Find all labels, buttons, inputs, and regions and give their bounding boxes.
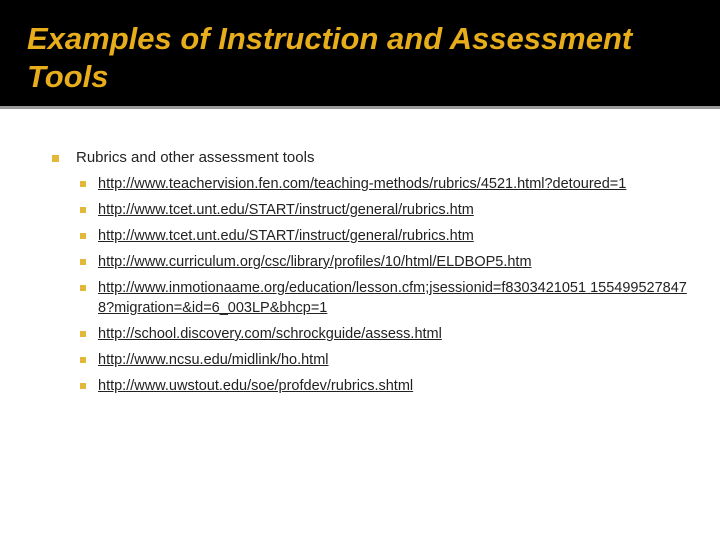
link-list — [50, 174, 700, 396]
link-tcet-1[interactable]: http://www.tcet.unt.edu/START/instruct/general/rubrics.htm — [98, 202, 474, 218]
link-ncsu[interactable]: http://www.ncsu.edu/midlink/ho.html — [98, 352, 329, 368]
square-bullet-icon — [80, 259, 86, 265]
link-curriculum[interactable]: http://www.curriculum.org/csc/library/profiles/10/html/ELDBOP5.htm — [98, 254, 532, 270]
square-bullet-icon — [80, 181, 86, 187]
square-bullet-icon — [80, 383, 86, 389]
main-bullet-text: Rubrics and other assessment tools — [76, 149, 315, 166]
link-tcet-2[interactable]: http://www.tcet.unt.edu/START/instruct/general/rubrics.htm — [98, 228, 474, 244]
square-bullet-icon — [80, 357, 86, 363]
square-bullet-icon — [80, 233, 86, 239]
square-bullet-icon — [80, 285, 86, 291]
slide-content — [50, 148, 700, 402]
list-item — [50, 278, 700, 318]
list-item — [50, 252, 700, 272]
list-item — [50, 200, 700, 220]
square-bullet-icon — [80, 207, 86, 213]
link-teachervision[interactable]: http://www.teachervision.fen.com/teaching-methods/rubrics/4521.html?detoured=1 — [98, 176, 627, 192]
list-item — [50, 226, 700, 246]
slide-title: Examples of Instruction and Assessment Tools — [27, 21, 633, 94]
square-bullet-icon — [52, 155, 59, 162]
list-item — [50, 350, 700, 370]
main-bullet — [50, 148, 700, 168]
list-item — [50, 376, 700, 396]
link-discovery[interactable]: http://school.discovery.com/schrockguide/assess.html — [98, 326, 442, 342]
square-bullet-icon — [80, 331, 86, 337]
title-bar — [0, 0, 720, 109]
link-uwstout[interactable]: http://www.uwstout.edu/soe/profdev/rubrics.shtml — [98, 378, 414, 394]
link-inmotionaame[interactable]: http://www.inmotionaame.org/education/lesson.cfm;jsessionid=f8303421051 1554995278478?migration=&id=6_003LP&bhcp=1 — [98, 280, 687, 316]
list-item — [50, 324, 700, 344]
list-item — [50, 174, 700, 194]
